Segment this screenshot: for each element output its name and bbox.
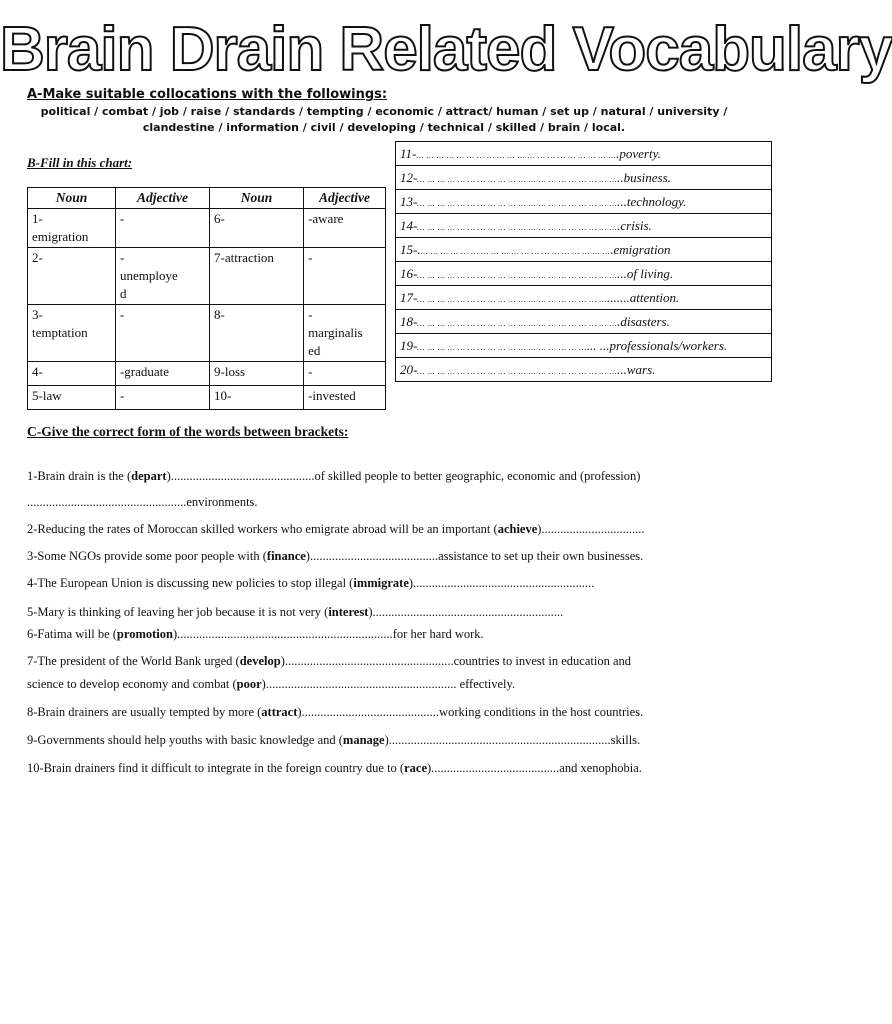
collocation-cell	[396, 286, 772, 310]
section-b-heading: B-Fill in this chart:	[27, 155, 133, 170]
chart-cell: -	[304, 362, 386, 386]
bracket-word: manage	[342, 733, 385, 747]
chart-cell: -	[304, 248, 386, 305]
chart-row	[28, 305, 386, 362]
collocation-number: 14-	[400, 217, 418, 233]
bracket-word: develop	[239, 654, 281, 668]
collocation-cell	[396, 262, 772, 286]
collocation-row	[396, 286, 772, 310]
chart-cell: - marginalis ed	[304, 305, 386, 362]
bracket-word: promotion	[116, 627, 173, 641]
sentence	[27, 700, 727, 724]
collocation-number: 12-	[400, 169, 418, 185]
collocation-row	[396, 262, 772, 286]
chart-header-noun: Noun	[28, 188, 116, 209]
sentence-text: 7-The president of the World Bank urged (	[27, 654, 240, 668]
bracket-word: race	[404, 761, 427, 775]
collocation-cell	[396, 310, 772, 334]
collocation-number: 11-	[400, 145, 417, 161]
collocation-blank[interactable]: … … … … … … … … … … … … … … … … … … … …	[416, 150, 617, 160]
chart-row	[28, 362, 386, 386]
collocation-number: 15-.	[400, 241, 421, 257]
sentence	[27, 544, 727, 568]
chart-cell: 8-	[210, 305, 304, 362]
collocation-number: 20-	[400, 361, 418, 377]
sentence-text: 9-Governments should help youths with basic knowledge and (	[27, 733, 343, 747]
chart-cell: -	[115, 305, 209, 362]
collocation-row	[396, 334, 772, 358]
chart-cell: 7-attraction	[210, 248, 304, 305]
collocation-row	[396, 142, 772, 166]
chart-cell: -graduate	[115, 362, 209, 386]
collocation-row	[396, 310, 772, 334]
sentence-blank[interactable]: )............................................................. effectively.	[261, 677, 516, 691]
sentence-text: 3-Some NGOs provide some poor people with (	[27, 549, 267, 563]
collocation-blank[interactable]: … … … … … … … … … … … … … … … … … … … …	[417, 198, 618, 208]
sentence	[27, 464, 727, 488]
chart-header-adjective: Adjective	[115, 188, 209, 209]
sentence-blank[interactable]: ).......................................................................skills.	[384, 733, 641, 747]
sentence-blank[interactable]: )..............................................of skilled people to better geographic, economic and (profession)	[166, 469, 641, 483]
sentence-blank[interactable]: ...................................................environments.	[27, 495, 258, 509]
sentence	[27, 672, 727, 696]
sentence-text: 6-Fatima will be (	[27, 627, 117, 641]
collocation-number: 19-	[400, 337, 418, 353]
chart-row	[28, 386, 386, 410]
collocation-word: ... ...professionals/workers.	[586, 337, 728, 353]
chart-cell: -invested	[304, 386, 386, 410]
chart-cell: 3- temptation	[28, 305, 116, 362]
collocation-word: .poverty.	[616, 145, 661, 161]
collocation-number: 17-	[400, 289, 418, 305]
section-c-heading: C-Give the correct form of the words between brackets:	[27, 424, 349, 439]
collocation-word: .emigration	[610, 241, 671, 257]
sentence-text: 8-Brain drainers are usually tempted by more (	[27, 705, 262, 719]
section-a-word-list	[12, 104, 756, 136]
word-list-line-1: political / combat / job / raise / standards / tempting / economic / attract/ human / set up / natural / university /	[40, 105, 728, 118]
bracket-word: finance	[266, 549, 306, 563]
sentence-blank[interactable]: ).................................	[537, 522, 645, 536]
sentence	[27, 600, 727, 624]
word-list-line-2: clandestine / information / civil / developing / technical / skilled / brain / local.	[142, 121, 626, 134]
bracket-word: attract	[261, 705, 298, 719]
collocation-cell	[396, 358, 772, 382]
collocation-number: 16-	[400, 265, 418, 281]
sentence	[27, 728, 727, 752]
collocation-word: .crisis.	[617, 217, 652, 233]
collocation-table	[395, 141, 772, 382]
chart-header-row	[28, 188, 386, 209]
section-a-heading: A-Make suitable collocations with the followings:	[27, 87, 388, 102]
collocation-cell	[396, 214, 772, 238]
collocation-word: ...of living.	[617, 265, 674, 281]
chart-cell: 4-	[28, 362, 116, 386]
chart-cell: - unemploye d	[115, 248, 209, 305]
collocation-row	[396, 166, 772, 190]
sentence-continuation	[27, 490, 727, 514]
chart-cell: 2-	[28, 248, 116, 305]
sentence-blank[interactable]: ).........................................assistance to set up their own businesses.	[305, 549, 644, 563]
collocation-row	[396, 358, 772, 382]
sentence-text: science to develop economy and combat (	[27, 677, 237, 691]
collocation-cell	[396, 142, 772, 166]
collocation-word: ...technology.	[617, 193, 687, 209]
sentence-text: 10-Brain drainers find it difficult to integrate in the foreign country due to (	[27, 761, 405, 775]
chart-cell: -	[115, 209, 209, 248]
collocation-cell	[396, 190, 772, 214]
chart-cell: 10-	[210, 386, 304, 410]
collocation-cell	[396, 334, 772, 358]
sentence-blank[interactable]: )......................................................countries to invest in education and	[280, 654, 632, 668]
collocation-blank[interactable]: … … … … … … … … … … … … … … … … … … … …	[417, 174, 618, 184]
collocation-blank[interactable]: … … … … … … … … … … … … … … … … … … …	[417, 294, 607, 304]
bracket-word: immigrate	[353, 576, 409, 590]
worksheet-title: Brain Drain Related Vocabulary	[0, 15, 892, 84]
collocation-blank[interactable]: … … … … … … … … … … … … … … … … … … … …	[417, 222, 618, 232]
sentence	[27, 756, 727, 780]
collocation-number: 18-	[400, 313, 418, 329]
collocation-row	[396, 238, 772, 262]
collocation-word: ...wars.	[617, 361, 656, 377]
sentence-text: 2-Reducing the rates of Moroccan skilled workers who emigrate abroad will be an important (	[27, 522, 498, 536]
collocation-blank[interactable]: … … … … … … … … … … … … … … … … …	[417, 342, 587, 352]
collocation-blank[interactable]: … … … … … … … … … … … … … … … … … … … …	[417, 318, 618, 328]
sentence-text: 5-Mary is thinking of leaving her job because it is not very (	[27, 605, 329, 619]
bracket-word: depart	[131, 469, 167, 483]
collocation-blank[interactable]: … … … … … … … … … … … … … … … … … … … …	[417, 366, 618, 376]
sentence	[27, 571, 727, 595]
sentence	[27, 517, 727, 541]
chart-cell: 9-loss	[210, 362, 304, 386]
sentence	[27, 622, 727, 646]
collocation-word: ..business.	[617, 169, 671, 185]
collocation-blank[interactable]: … … … … … … … … … … … … … … … … … … … …	[417, 270, 618, 280]
chart-row	[28, 209, 386, 248]
collocation-word: .disasters.	[617, 313, 670, 329]
chart-cell: 5-law	[28, 386, 116, 410]
collocation-row	[396, 214, 772, 238]
collocation-cell	[396, 166, 772, 190]
chart-cell: 1- emigration	[28, 209, 116, 248]
collocation-blank[interactable]: … … … … … … … … … … … … … … … … … … …	[420, 246, 611, 256]
collocation-cell	[396, 238, 772, 262]
collocation-number: 13-	[400, 193, 418, 209]
chart-header-noun: Noun	[210, 188, 304, 209]
chart-cell: 6-	[210, 209, 304, 248]
chart-header-adjective: Adjective	[304, 188, 386, 209]
sentence-blank[interactable]: ).........................................and xenophobia.	[427, 761, 642, 775]
sentence	[27, 649, 727, 673]
sentence-blank[interactable]: ).....................................................................for her hard work.	[172, 627, 484, 641]
collocation-row	[396, 190, 772, 214]
sentence-text: 1-Brain drain is the (	[27, 469, 132, 483]
word-forms-chart	[27, 187, 386, 410]
sentence-blank[interactable]: )............................................working conditions in the host countries.	[297, 705, 644, 719]
bracket-word: interest	[328, 605, 369, 619]
bracket-word: poor	[236, 677, 262, 691]
sentence-text: 4-The European Union is discussing new policies to stop illegal (	[27, 576, 354, 590]
sentence-blank[interactable]: ).............................................................	[368, 605, 564, 619]
chart-cell: -aware	[304, 209, 386, 248]
collocation-word: .......attention.	[607, 289, 680, 305]
chart-cell: -	[115, 386, 209, 410]
sentence-blank[interactable]: )..........................................................	[408, 576, 595, 590]
bracket-word: achieve	[497, 522, 538, 536]
chart-row	[28, 248, 386, 305]
